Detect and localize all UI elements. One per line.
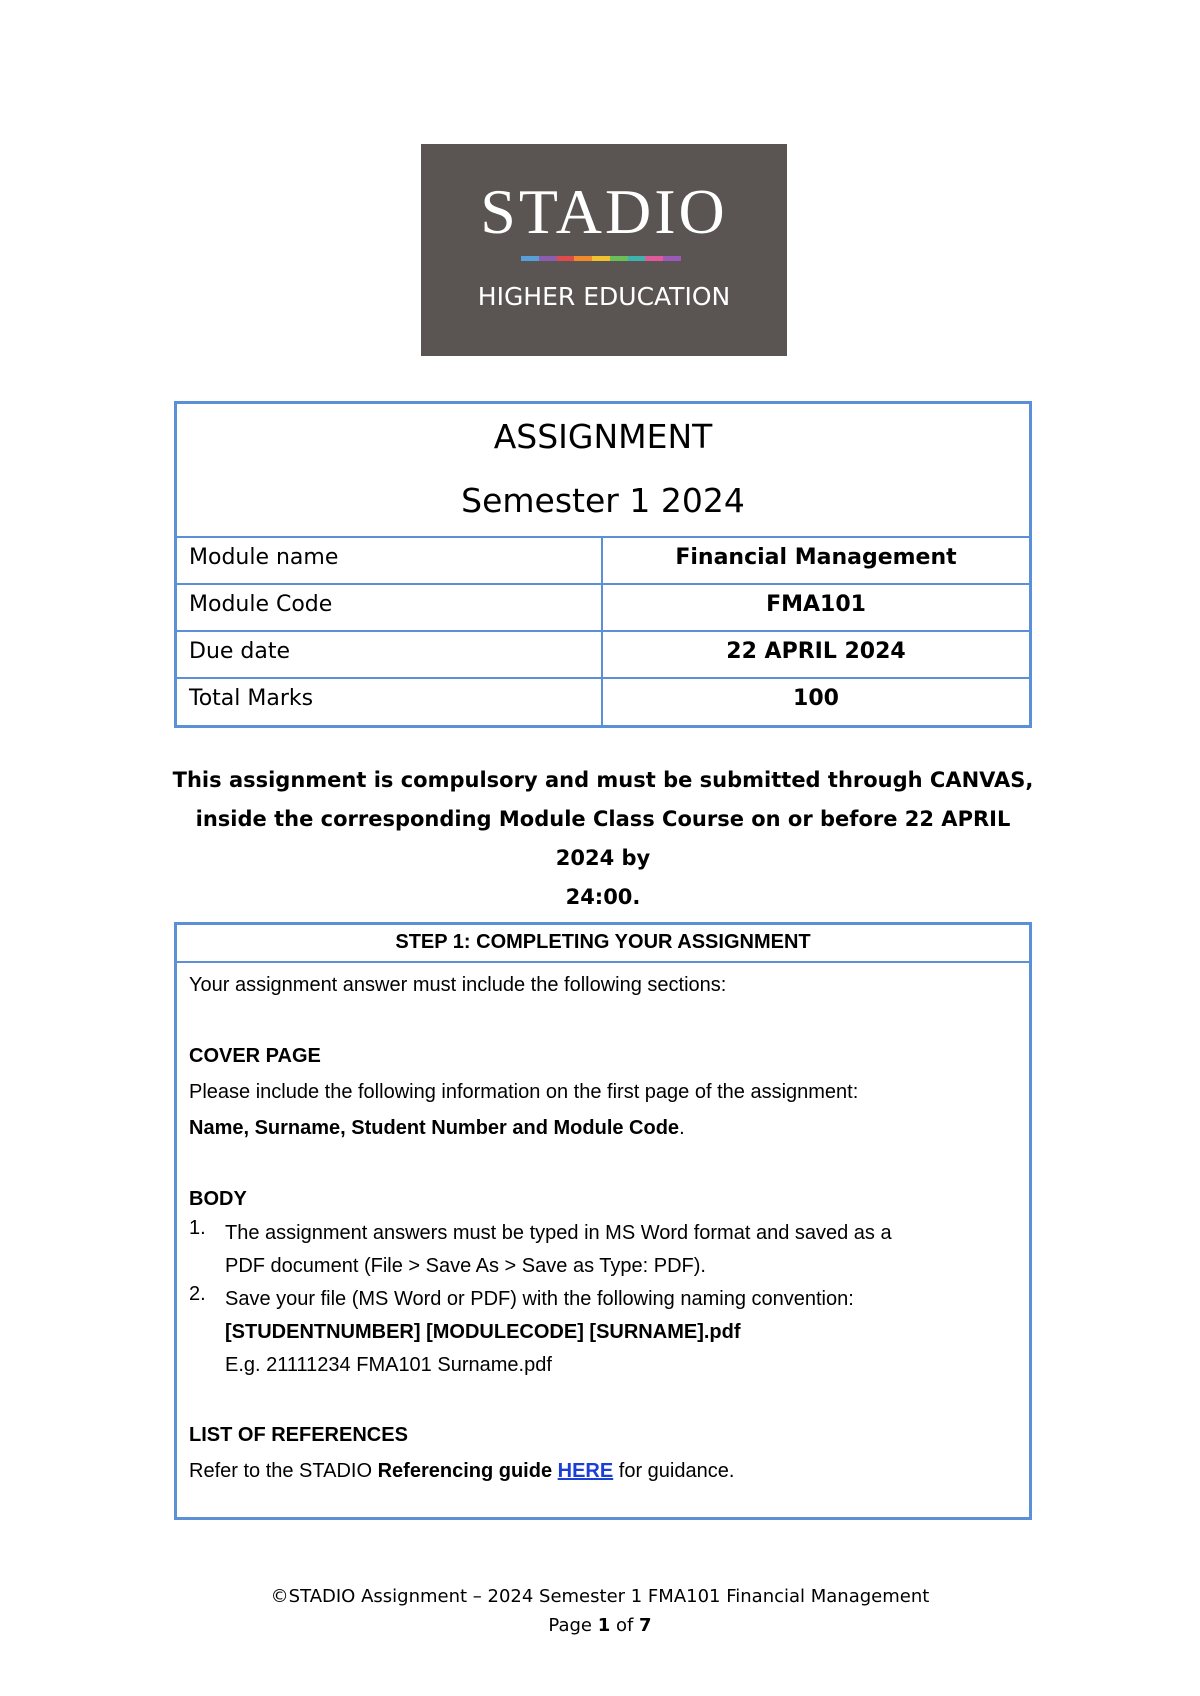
logo-wordmark: STADIO [480,176,728,247]
stripe-segment [539,256,557,261]
cover-page-text: Please include the following information on the first page of the assignment: [189,1081,859,1103]
row-value: Financial Management [675,545,957,570]
list-item [189,1217,1029,1283]
footer-copyright: ©STADIO Assignment – 2024 Semester 1 FMA101 Financial Management [270,1586,930,1607]
row-label: Due date [177,632,603,677]
list-text-line: PDF document (File > Save As > Save as Type: PDF). [225,1255,706,1277]
refs-bold: Referencing guide [377,1460,553,1482]
row-value: 100 [793,686,839,711]
page-prefix: Page [548,1615,598,1636]
list-number: 1. [189,1217,206,1239]
notice-line: 24:00. [565,885,641,909]
references-heading: LIST OF REFERENCES [189,1424,408,1446]
logo-color-stripe [521,256,681,261]
step-intro: Your assignment answer must include the following sections: [189,974,727,996]
refs-prefix: Refer to the STADIO [189,1460,378,1482]
table-row [177,632,1029,679]
cover-fields-bold: Name, Surname, Student Number and Module Code [189,1117,680,1139]
row-label: Total Marks [177,679,603,725]
list-number: 2. [189,1283,206,1305]
stripe-segment [610,256,628,261]
step-body [177,963,1029,1489]
list-text-line: Save your file (MS Word or PDF) with the following naming convention: [225,1288,854,1310]
body-heading: BODY [189,1188,247,1210]
page-number [0,1611,1200,1640]
step-1-box [174,922,1032,1520]
row-label: Module name [177,538,603,583]
notice-line: inside the corresponding Module Class Course on or before 22 APRIL 2024 by [195,807,1011,870]
stadio-logo [421,144,787,356]
notice-line: This assignment is compulsory and must be submitted through CANVAS, [172,768,1034,792]
list-text-line: The assignment answers must be typed in MS Word format and saved as a [225,1222,892,1244]
assignment-title: ASSIGNMENT [493,417,713,456]
stripe-segment [574,256,592,261]
step-heading: STEP 1: COMPLETING YOUR ASSIGNMENT [177,925,1029,963]
page-footer [0,1582,1200,1640]
submission-notice [170,761,1036,917]
cover-page-fields [189,1110,1029,1146]
table-row [177,585,1029,632]
stripe-segment [521,256,539,261]
naming-example: E.g. 21111234 FMA101 Surname.pdf [225,1354,552,1376]
stripe-segment [645,256,663,261]
stripe-segment [557,256,575,261]
page-current: 1 [597,1615,611,1636]
row-label: Module Code [177,585,603,630]
summary-header [177,404,1029,538]
refs-suffix: for guidance. [613,1460,735,1482]
row-value: 22 APRIL 2024 [726,639,906,664]
list-item [189,1283,1029,1382]
cover-page-heading: COVER PAGE [189,1045,321,1067]
assignment-summary-table [174,401,1032,728]
table-row [177,679,1029,725]
page-total: 7 [639,1615,652,1636]
cover-fields-end: . [679,1117,685,1139]
stripe-segment [592,256,610,261]
naming-convention: [STUDENTNUMBER] [MODULECODE] [SURNAME].pdf [225,1321,741,1343]
page-mid: of [610,1615,640,1636]
table-row [177,538,1029,585]
stripe-segment [663,256,681,261]
stripe-segment [628,256,646,261]
row-value: FMA101 [766,592,866,617]
semester-label: Semester 1 2024 [461,481,745,520]
references-text [189,1453,1029,1489]
referencing-guide-link[interactable]: HERE [557,1460,614,1482]
logo-subtitle: HIGHER EDUCATION [477,282,731,311]
